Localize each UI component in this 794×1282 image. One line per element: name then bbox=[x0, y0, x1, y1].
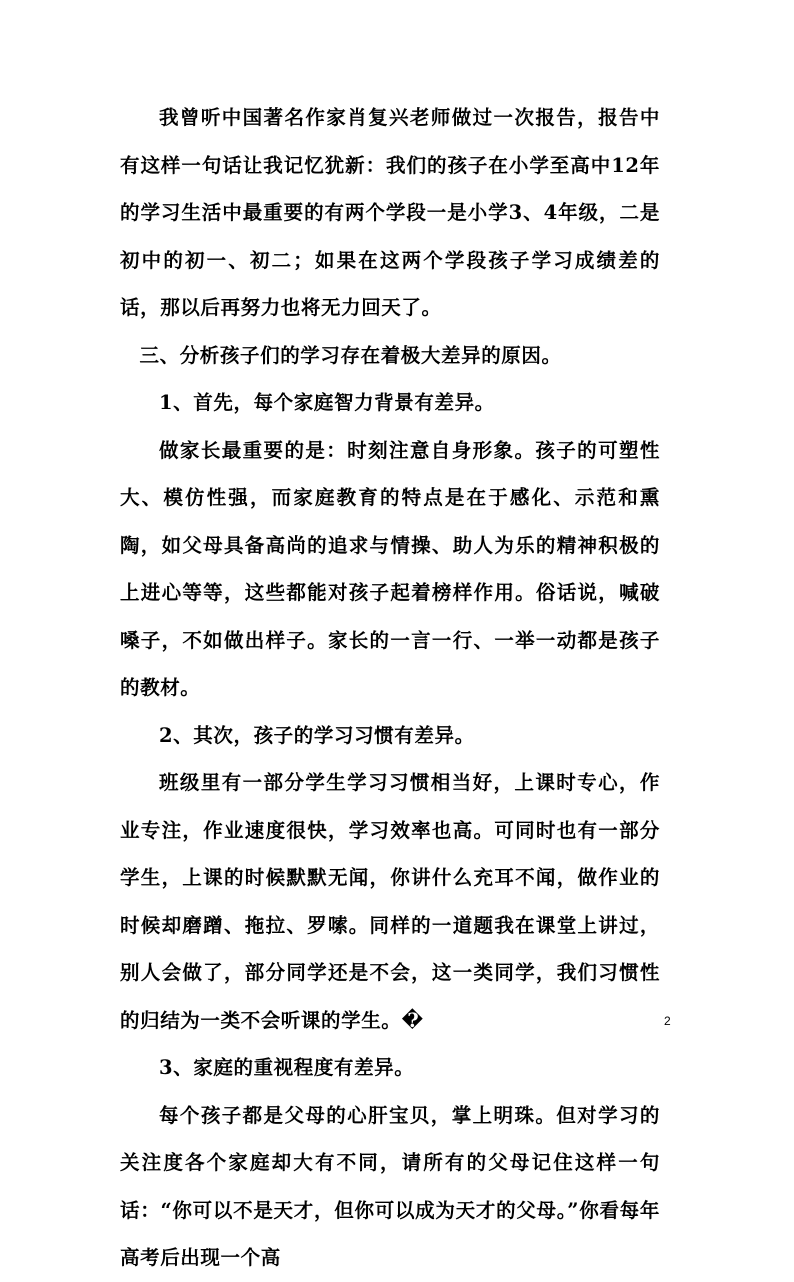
page-number: 2 bbox=[664, 1014, 671, 1028]
paragraph-parent-role-model: 做家长最重要的是：时刻注意自身形象。孩子的可塑性大、模仿性强，而家庭教育的特点是在于感化、示范和熏陶，如父母具备高尚的追求与情操、助人为乐的精神积极的上进心等等，这些都能对孩子起着榜样作用。俗话说，喊破嗓子，不如做出样子。家长的一言一行、一举一动都是孩子的教材。 bbox=[120, 438, 660, 699]
subheading-family-attention: 3、家庭的重视程度有差异。 bbox=[159, 1056, 415, 1079]
subheading-family-background: 1、首先，每个家庭智力背景有差异。 bbox=[159, 391, 495, 414]
subheading-study-habits: 2、其次，孩子的学习习惯有差异。 bbox=[159, 723, 475, 747]
paragraph-report-quote: 我曾听中国著名作家肖复兴老师做过一次报告，报告中有这样一句话让我记忆犹新：我们的孩子在小学至高中12年的学习生活中最重要的有两个学段一是小学3、4年级，二是初中的初一、初二；如果在这两个学段孩子学习成绩差的话，那以后再努力也将无力回天了。 bbox=[120, 106, 660, 319]
paragraph-family-attention: 每个孩子都是父母的心肝宝贝，掌上明珠。但对学习的关注度各个家庭却大有不同，请所有的父母记住这样一句话：“你可以不是天才，但你可以成为天才的父母。”你看每年高考后出现一个高 bbox=[120, 1103, 660, 1269]
document-body bbox=[120, 94, 660, 1282]
paragraph-study-habits: 班级里有一部分学生学习习惯相当好，上课时专心，作业专注，作业速度很快，学习效率也高。可同时也有一部分学生，上课的时候默默无闻，你讲什么充耳不闻，做作业的时候却磨蹭、拖拉、罗嗦。同样的一道题我在课堂上讲过，别人会做了，部分同学还是不会，这一类同学，我们习惯性的归结为一类不会听课的学生。� bbox=[120, 771, 660, 1032]
section-heading-reasons: 三、分析孩子们的学习存在着极大差异的原因。 bbox=[139, 343, 562, 367]
